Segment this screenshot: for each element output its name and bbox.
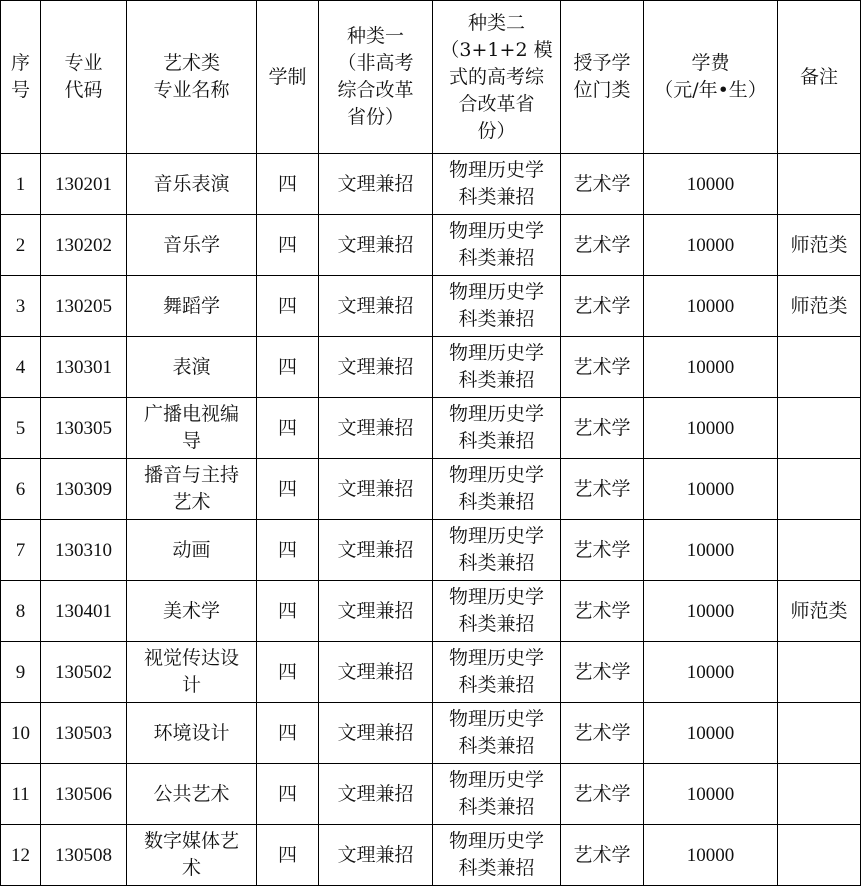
cell-note <box>778 459 861 520</box>
cell-fee: 10000 <box>644 642 778 703</box>
cell-code: 130201 <box>41 154 127 215</box>
cell-degree: 艺术学 <box>561 703 644 764</box>
header-type1: 种类一 （非高考 综合改革 省份） <box>319 1 433 154</box>
header-code: 专业 代码 <box>41 1 127 154</box>
cell-fee: 10000 <box>644 825 778 886</box>
cell-code: 130506 <box>41 764 127 825</box>
cell-type2: 物理历史学 科类兼招 <box>433 337 561 398</box>
cell-degree: 艺术学 <box>561 154 644 215</box>
table-row <box>1 459 861 520</box>
cell-degree: 艺术学 <box>561 398 644 459</box>
cell-type2: 物理历史学 科类兼招 <box>433 276 561 337</box>
cell-years: 四 <box>257 337 319 398</box>
cell-no: 10 <box>1 703 41 764</box>
cell-type1: 文理兼招 <box>319 398 433 459</box>
cell-name: 数字媒体艺 术 <box>127 825 257 886</box>
cell-no: 9 <box>1 642 41 703</box>
cell-note: 师范类 <box>778 215 861 276</box>
cell-type2: 物理历史学 科类兼招 <box>433 581 561 642</box>
cell-degree: 艺术学 <box>561 459 644 520</box>
cell-fee: 10000 <box>644 764 778 825</box>
cell-note <box>778 764 861 825</box>
cell-degree: 艺术学 <box>561 825 644 886</box>
cell-code: 130305 <box>41 398 127 459</box>
cell-type2: 物理历史学 科类兼招 <box>433 215 561 276</box>
cell-fee: 10000 <box>644 215 778 276</box>
table-row <box>1 215 861 276</box>
table-row <box>1 154 861 215</box>
table-row <box>1 520 861 581</box>
cell-type1: 文理兼招 <box>319 337 433 398</box>
cell-no: 2 <box>1 215 41 276</box>
cell-fee: 10000 <box>644 398 778 459</box>
cell-note <box>778 825 861 886</box>
cell-fee: 10000 <box>644 581 778 642</box>
cell-type2: 物理历史学 科类兼招 <box>433 398 561 459</box>
cell-name: 视觉传达设 计 <box>127 642 257 703</box>
cell-name: 舞蹈学 <box>127 276 257 337</box>
cell-years: 四 <box>257 581 319 642</box>
cell-code: 130401 <box>41 581 127 642</box>
cell-type2: 物理历史学 科类兼招 <box>433 825 561 886</box>
header-name: 艺术类 专业名称 <box>127 1 257 154</box>
cell-code: 130502 <box>41 642 127 703</box>
cell-no: 6 <box>1 459 41 520</box>
table-row <box>1 276 861 337</box>
table-row <box>1 337 861 398</box>
cell-note: 师范类 <box>778 581 861 642</box>
cell-years: 四 <box>257 459 319 520</box>
cell-code: 130202 <box>41 215 127 276</box>
cell-type1: 文理兼招 <box>319 154 433 215</box>
cell-name: 音乐学 <box>127 215 257 276</box>
cell-degree: 艺术学 <box>561 215 644 276</box>
cell-note <box>778 642 861 703</box>
cell-years: 四 <box>257 276 319 337</box>
cell-note <box>778 520 861 581</box>
cell-note: 师范类 <box>778 276 861 337</box>
cell-years: 四 <box>257 703 319 764</box>
cell-name: 广播电视编 导 <box>127 398 257 459</box>
cell-fee: 10000 <box>644 520 778 581</box>
cell-type1: 文理兼招 <box>319 520 433 581</box>
cell-no: 4 <box>1 337 41 398</box>
cell-years: 四 <box>257 154 319 215</box>
header-no: 序 号 <box>1 1 41 154</box>
cell-note <box>778 337 861 398</box>
cell-type2: 物理历史学 科类兼招 <box>433 703 561 764</box>
cell-type1: 文理兼招 <box>319 215 433 276</box>
cell-name: 公共艺术 <box>127 764 257 825</box>
cell-note <box>778 398 861 459</box>
cell-years: 四 <box>257 642 319 703</box>
cell-no: 11 <box>1 764 41 825</box>
cell-degree: 艺术学 <box>561 276 644 337</box>
header-type2: 种类二 （3+1+2 模 式的高考综 合改革省 份） <box>433 1 561 154</box>
cell-years: 四 <box>257 398 319 459</box>
cell-type2: 物理历史学 科类兼招 <box>433 459 561 520</box>
cell-type1: 文理兼招 <box>319 825 433 886</box>
table-row <box>1 581 861 642</box>
header-row <box>1 1 861 154</box>
header-degree: 授予学 位门类 <box>561 1 644 154</box>
cell-type2: 物理历史学 科类兼招 <box>433 154 561 215</box>
cell-fee: 10000 <box>644 337 778 398</box>
cell-code: 130310 <box>41 520 127 581</box>
header-years: 学制 <box>257 1 319 154</box>
cell-code: 130301 <box>41 337 127 398</box>
header-fee: 学费 （元/年•生） <box>644 1 778 154</box>
cell-note <box>778 154 861 215</box>
cell-fee: 10000 <box>644 459 778 520</box>
cell-no: 7 <box>1 520 41 581</box>
cell-type2: 物理历史学 科类兼招 <box>433 764 561 825</box>
cell-name: 表演 <box>127 337 257 398</box>
cell-note <box>778 703 861 764</box>
cell-fee: 10000 <box>644 276 778 337</box>
cell-name: 美术学 <box>127 581 257 642</box>
cell-degree: 艺术学 <box>561 520 644 581</box>
cell-name: 环境设计 <box>127 703 257 764</box>
cell-code: 130508 <box>41 825 127 886</box>
cell-code: 130503 <box>41 703 127 764</box>
cell-type1: 文理兼招 <box>319 459 433 520</box>
cell-no: 5 <box>1 398 41 459</box>
cell-type2: 物理历史学 科类兼招 <box>433 642 561 703</box>
cell-years: 四 <box>257 764 319 825</box>
cell-code: 130309 <box>41 459 127 520</box>
table-row <box>1 764 861 825</box>
cell-degree: 艺术学 <box>561 642 644 703</box>
cell-code: 130205 <box>41 276 127 337</box>
table-row <box>1 642 861 703</box>
table-row <box>1 825 861 886</box>
cell-type1: 文理兼招 <box>319 581 433 642</box>
cell-no: 1 <box>1 154 41 215</box>
cell-name: 音乐表演 <box>127 154 257 215</box>
cell-years: 四 <box>257 215 319 276</box>
cell-fee: 10000 <box>644 154 778 215</box>
cell-degree: 艺术学 <box>561 337 644 398</box>
cell-type1: 文理兼招 <box>319 642 433 703</box>
cell-no: 12 <box>1 825 41 886</box>
cell-years: 四 <box>257 520 319 581</box>
cell-type1: 文理兼招 <box>319 764 433 825</box>
cell-degree: 艺术学 <box>561 581 644 642</box>
cell-type2: 物理历史学 科类兼招 <box>433 520 561 581</box>
cell-years: 四 <box>257 825 319 886</box>
table-row <box>1 703 861 764</box>
cell-no: 8 <box>1 581 41 642</box>
table-row <box>1 398 861 459</box>
header-note: 备注 <box>778 1 861 154</box>
cell-fee: 10000 <box>644 703 778 764</box>
cell-name: 播音与主持 艺术 <box>127 459 257 520</box>
cell-type1: 文理兼招 <box>319 703 433 764</box>
cell-type1: 文理兼招 <box>319 276 433 337</box>
cell-no: 3 <box>1 276 41 337</box>
cell-degree: 艺术学 <box>561 764 644 825</box>
cell-name: 动画 <box>127 520 257 581</box>
